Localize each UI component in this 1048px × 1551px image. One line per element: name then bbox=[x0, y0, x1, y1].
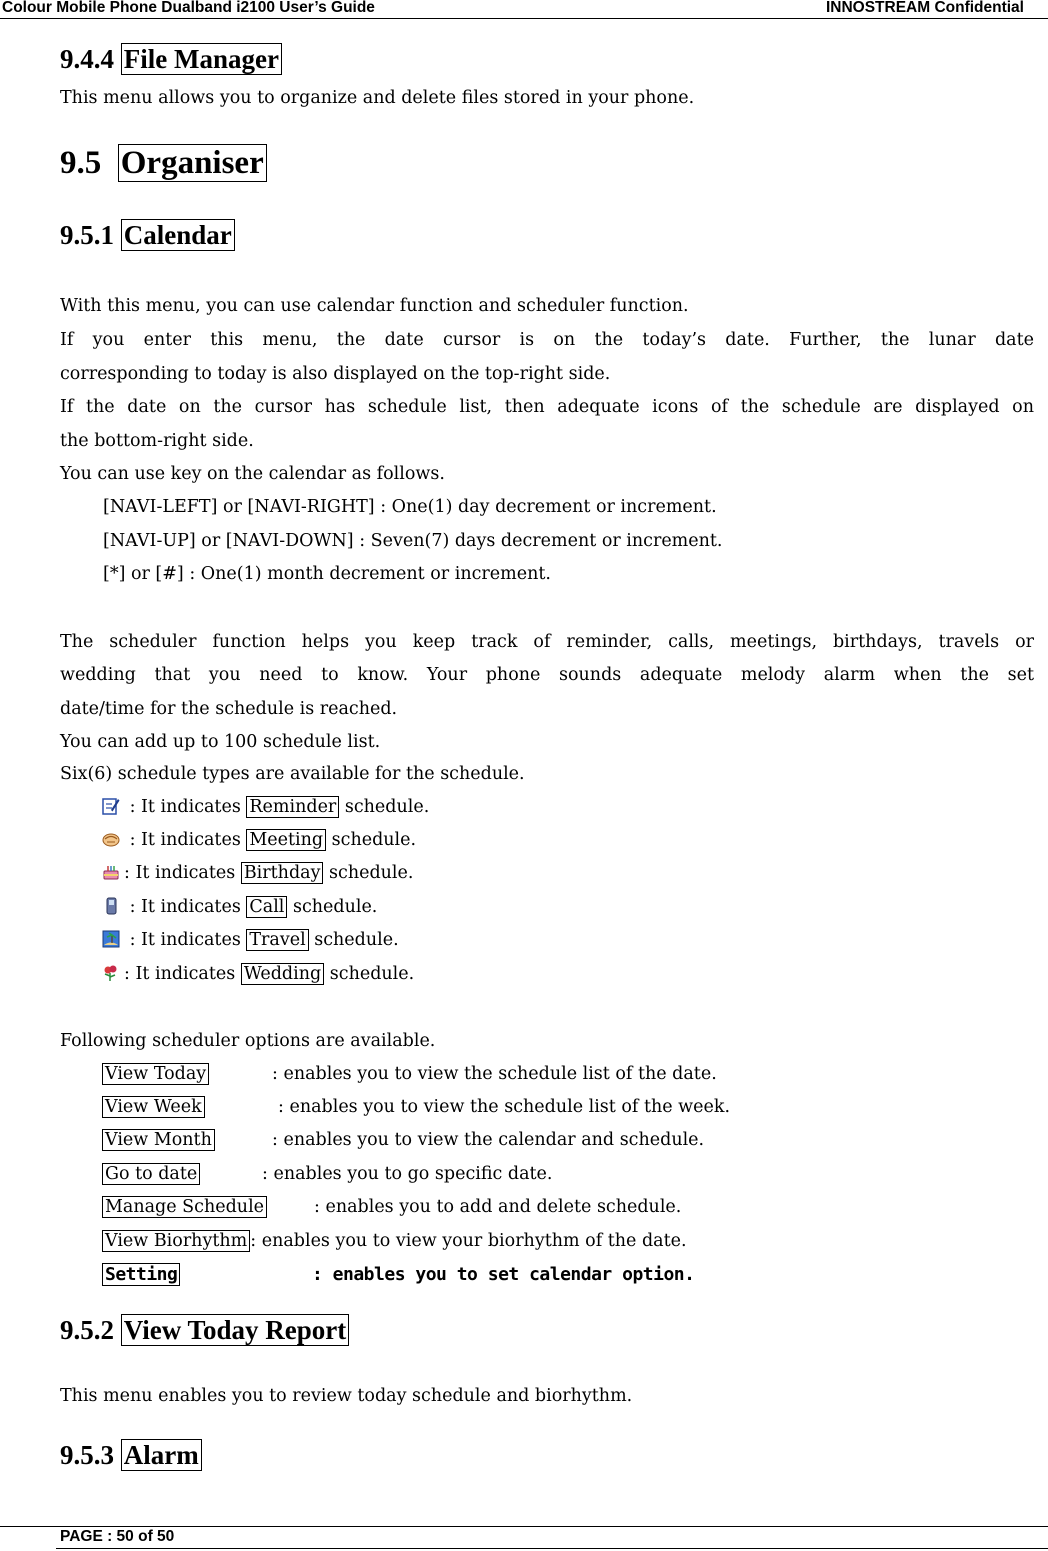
option-description: : enables you to add and delete schedule. bbox=[314, 1197, 682, 1217]
option-description: : enables you to view the schedule list of the date. bbox=[272, 1064, 717, 1084]
paragraph: This menu enables you to review today schedule and biorhythm. bbox=[60, 1386, 633, 1406]
option-name: View Month bbox=[102, 1129, 215, 1151]
section-title: View Today Report bbox=[121, 1314, 350, 1346]
schedule-type-name: Reminder bbox=[246, 796, 339, 818]
option-item bbox=[102, 1231, 687, 1251]
schedule-type-name: Wedding bbox=[241, 963, 324, 985]
schedule-type-item: : It indicates Meeting schedule. bbox=[102, 830, 416, 850]
option-name: Go to date bbox=[102, 1163, 200, 1185]
option-name: View Biorhythm bbox=[102, 1230, 250, 1252]
paragraph-line: wedding that you need to know. Your phone sounds adequate melody alarm when the set bbox=[60, 665, 1034, 685]
section-title: Alarm bbox=[121, 1439, 202, 1471]
schedule-type-name: Birthday bbox=[241, 862, 324, 884]
meeting-icon bbox=[102, 830, 120, 848]
call-icon bbox=[102, 897, 120, 915]
option-name: Manage Schedule bbox=[102, 1196, 267, 1218]
option-description: : enables you to go specific date. bbox=[262, 1164, 553, 1184]
paragraph-line: the bottom-right side. bbox=[60, 431, 254, 451]
paragraph: Following scheduler options are available. bbox=[60, 1031, 436, 1051]
option-item bbox=[102, 1097, 731, 1117]
heading-9-4-4 bbox=[60, 44, 282, 75]
paragraph: This menu allows you to organize and delete files stored in your phone. bbox=[60, 88, 695, 108]
paragraph: With this menu, you can use calendar function and scheduler function. bbox=[60, 296, 689, 316]
key-item bbox=[103, 564, 551, 584]
schedule-type-item: : It indicates Travel schedule. bbox=[102, 930, 399, 950]
key-item bbox=[103, 497, 717, 517]
schedule-type-item: : It indicates Reminder schedule. bbox=[102, 797, 429, 817]
footer-rule-bottom bbox=[56, 1548, 1048, 1549]
paragraph-line: corresponding to today is also displayed on the top-right side. bbox=[60, 364, 611, 384]
schedule-type-name: Call bbox=[246, 896, 287, 918]
option-description: : enables you to view the schedule list of the week. bbox=[278, 1097, 731, 1117]
paragraph: You can use key on the calendar as follows. bbox=[60, 464, 445, 484]
paragraph-line: If the date on the cursor has schedule list, then adequate icons of the schedule are displayed on bbox=[60, 397, 1034, 417]
section-title: Calendar bbox=[121, 219, 235, 251]
header-confidential: INNOSTREAM Confidential bbox=[825, 0, 1024, 16]
schedule-type-name: Travel bbox=[246, 929, 308, 951]
key-description: : Seven(7) days decrement or increment. bbox=[353, 531, 723, 551]
schedule-type-item: : It indicates Wedding schedule. bbox=[102, 964, 414, 984]
schedule-type-item: : It indicates Call schedule. bbox=[102, 897, 377, 917]
section-number: 9.5.1 bbox=[60, 220, 114, 250]
option-item bbox=[102, 1130, 705, 1150]
paragraph-line: date/time for the schedule is reached. bbox=[60, 699, 398, 719]
key-name: [NAVI-LEFT] or [NAVI-RIGHT] bbox=[103, 497, 375, 517]
section-number: 9.5 bbox=[60, 145, 102, 181]
section-number: 9.5.2 bbox=[60, 1315, 114, 1345]
section-title: Organiser bbox=[118, 144, 267, 182]
section-number: 9.5.3 bbox=[60, 1440, 114, 1470]
reminder-icon bbox=[102, 797, 120, 815]
key-name: [*] or [#] bbox=[103, 564, 184, 584]
paragraph: You can add up to 100 schedule list. bbox=[60, 732, 381, 752]
heading-9-5-2 bbox=[60, 1315, 349, 1346]
footer-rule-top bbox=[0, 1526, 1048, 1527]
option-description: : enables you to set calendar option. bbox=[312, 1264, 695, 1285]
travel-icon bbox=[102, 930, 120, 948]
section-title: File Manager bbox=[121, 43, 282, 75]
option-item bbox=[102, 1197, 682, 1217]
section-number: 9.4.4 bbox=[60, 44, 114, 74]
schedule-type-item: : It indicates Birthday schedule. bbox=[102, 863, 413, 883]
paragraph-line: If you enter this menu, the date cursor is on the today’s date. Further, the lunar date bbox=[60, 330, 1034, 350]
heading-9-5 bbox=[60, 145, 267, 182]
paragraph: Six(6) schedule types are available for the schedule. bbox=[60, 764, 525, 784]
option-name: View Week bbox=[102, 1096, 205, 1118]
key-description: : One(1) month decrement or increment. bbox=[183, 564, 551, 584]
schedule-type-name: Meeting bbox=[246, 829, 326, 851]
page-number: PAGE : 50 of 50 bbox=[60, 1528, 175, 1545]
option-item bbox=[102, 1064, 717, 1084]
paragraph-line: The scheduler function helps you keep track of reminder, calls, meetings, birthdays, travels or bbox=[60, 632, 1034, 652]
key-name: [NAVI-UP] or [NAVI-DOWN] bbox=[103, 531, 354, 551]
key-item bbox=[103, 531, 723, 551]
option-description: : enables you to view your biorhythm of the date. bbox=[250, 1231, 687, 1251]
option-description: : enables you to view the calendar and schedule. bbox=[272, 1130, 705, 1150]
wedding-icon bbox=[102, 964, 120, 982]
option-item bbox=[102, 1264, 695, 1285]
heading-9-5-3 bbox=[60, 1440, 202, 1471]
birthday-icon bbox=[102, 863, 120, 881]
option-name: View Today bbox=[102, 1063, 209, 1085]
option-item bbox=[102, 1164, 553, 1184]
option-name: Setting bbox=[102, 1263, 180, 1286]
key-description: : One(1) day decrement or increment. bbox=[374, 497, 717, 517]
page-header bbox=[0, 0, 1048, 19]
header-title: Colour Mobile Phone Dualband i2100 User’s Guide bbox=[2, 0, 375, 16]
heading-9-5-1 bbox=[60, 220, 235, 251]
